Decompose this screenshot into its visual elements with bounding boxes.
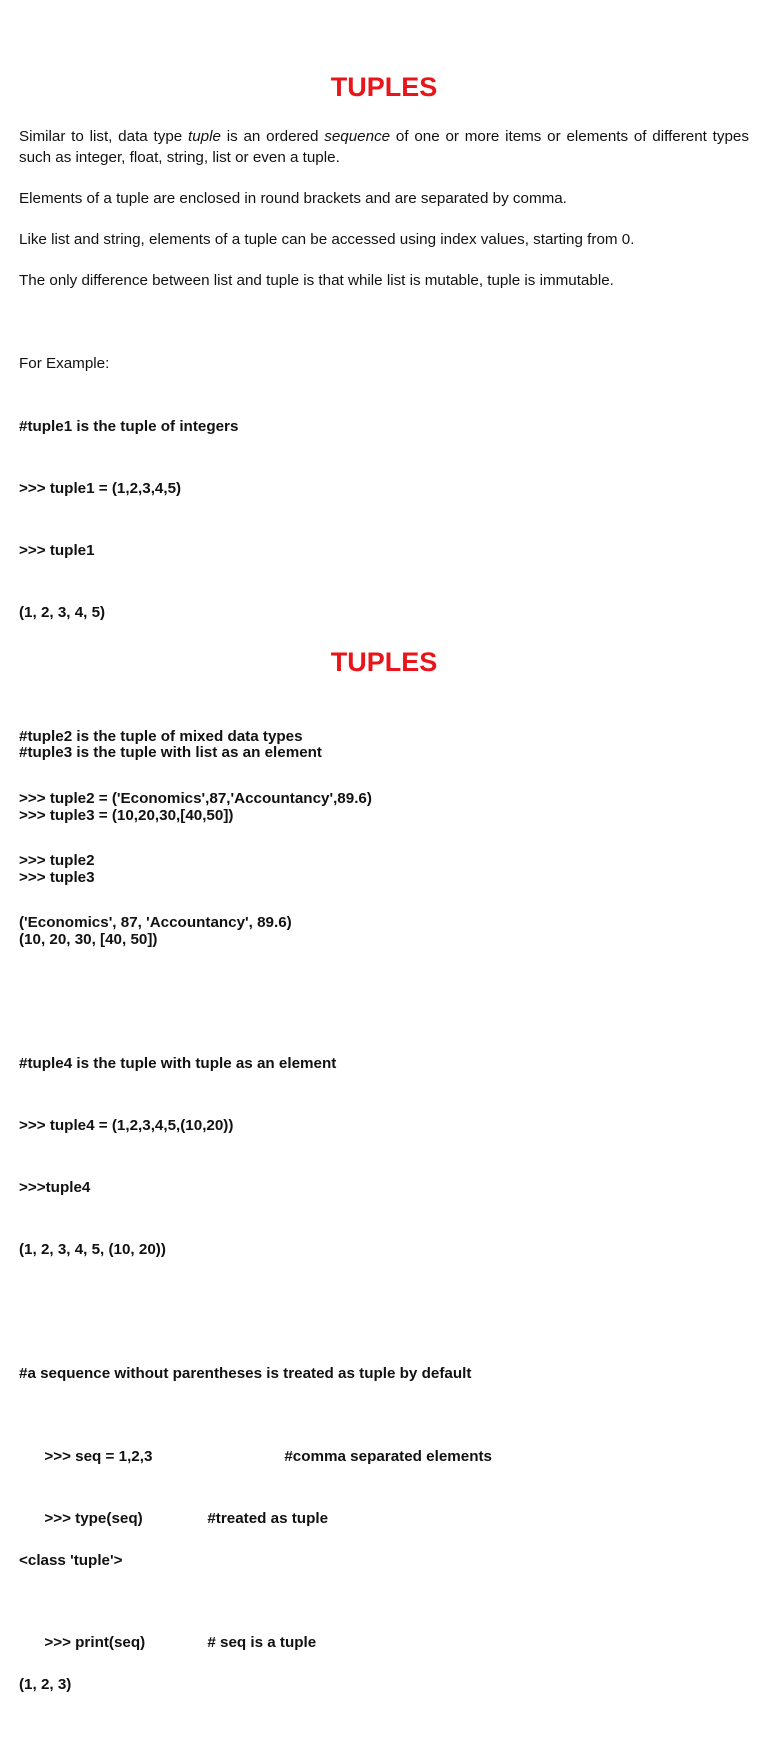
slide1-title: TUPLES [330,72,438,102]
example-label: For Example: [19,355,110,373]
code-line: #tuple1 is the tuple of integers [19,417,239,435]
code-line: (1, 2, 3, 4, 5, (10, 20)) [19,1241,166,1259]
code-line: >>> tuple2 [19,852,95,870]
code-line: >>> tuple3 = (10,20,30,[40,50]) [19,806,234,824]
intro-text-a: Similar to list, data type [19,128,188,145]
intro-paragraph [19,126,749,168]
code-line-class: <class 'tuple'> [19,1551,123,1569]
print-comment: # seq is a tuple [207,1634,317,1652]
code-line-type [19,1489,492,1528]
intro-emphasis-sequence: sequence [324,128,391,145]
code-line: #tuple3 is the tuple with list as an element [19,744,322,762]
code-line: (10, 20, 30, [40, 50]) [19,930,158,948]
intro-text-c: of one or more items or elements of different types such as integer, float, string, list or even a tuple. [19,128,749,166]
code-line: >>> tuple3 [19,868,95,886]
intro-text-b: is an ordered [220,128,325,145]
code-line: #tuple2 is the tuple of mixed data types [19,727,303,745]
code-line: >>> tuple4 = (1,2,3,4,5,(10,20)) [19,1116,234,1134]
paragraph-index: Like list and string, elements of a tuple can be accessed using index values, starting from 0. [19,231,635,248]
seq-code: >>> seq = 1,2,3 [44,1448,153,1466]
type-code: >>> type(seq) [44,1510,143,1528]
print-code: >>> print(seq) [44,1634,146,1652]
code-line: #tuple4 is the tuple with tuple as an element [19,1054,337,1072]
code-line: #a sequence without parentheses is treated as tuple by default [19,1365,472,1383]
code-line: >>> tuple2 = ('Economics',87,'Accountancy',89.6) [19,790,372,808]
example-block-2 [19,702,492,1737]
code-line [19,992,492,1013]
code-line-last: (1, 2, 3) [19,1675,72,1693]
code-line-seq [19,1426,492,1466]
paragraph-mutable: The only difference between list and tuple is that while list is mutable, tuple is immutable. [19,272,614,289]
code-line: >>> tuple1 = (1,2,3,4,5) [19,479,182,497]
code-line: >>> tuple1 [19,541,95,559]
code-line [19,1302,492,1323]
code-line: (1, 2, 3, 4, 5) [19,603,106,621]
slide2-title: TUPLES [330,647,438,677]
type-comment: #treated as tuple [207,1510,329,1528]
code-line: >>>tuple4 [19,1179,91,1197]
seq-comment: #comma separated elements [284,1448,492,1466]
code-line: ('Economics', 87, 'Accountancy', 89.6) [19,914,292,932]
paragraph-brackets: Elements of a tuple are enclosed in round brackets and are separated by comma. [19,190,567,207]
code-line-print [19,1613,492,1652]
intro-emphasis-tuple: tuple [188,128,221,145]
